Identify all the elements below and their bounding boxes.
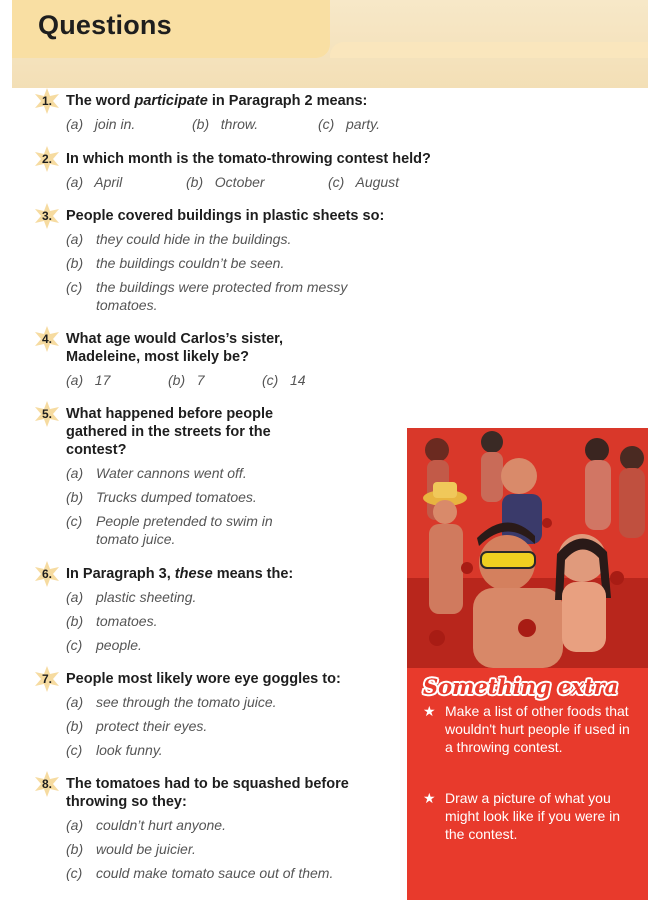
question-number: 3. [41,209,52,223]
question-text: The word participate in Paragraph 2 means: [66,93,368,109]
option-b[interactable]: (b) would be juicier. [66,841,196,857]
option-c[interactable]: (c) look funny. [66,742,163,758]
question-number: 2. [41,152,52,166]
question-text: In Paragraph 3, these means the: [66,566,294,582]
option-b[interactable]: (b) throw. [192,116,259,132]
question-text: What happened before people gathered in the streets for the contest? [66,406,274,458]
question-number: 7. [41,672,52,686]
something-extra-title: Something extra [423,674,619,699]
option-b[interactable]: (b) Trucks dumped tomatoes. [66,489,257,505]
something-extra-panel [407,428,648,900]
question-number-badge [34,771,60,797]
question-number: 1. [41,94,52,108]
question-number-badge [34,203,60,229]
question-number-badge [34,666,60,692]
question-2 [34,150,431,194]
option-a[interactable]: (a) plastic sheeting. [66,589,197,605]
star-bullet-icon: ★ [423,790,436,806]
question-number: 8. [41,777,52,791]
question-number-badge [34,561,60,587]
options-list [66,588,414,654]
tomato-festival-illustration [407,428,648,668]
options-list [66,464,414,548]
options-row [66,116,414,136]
options-list [66,816,414,882]
options-list [66,693,414,759]
question-number-badge [34,401,60,427]
question-text: In which month is the tomato-throwing contest held? [66,151,431,167]
option-c[interactable]: (c) the buildings were protected from messy tomatoes. [66,279,348,313]
question-number: 6. [41,567,52,581]
question-7 [34,670,414,765]
option-b[interactable]: (b) 7 [168,372,205,388]
page-title: Questions [38,10,172,40]
extra-item-2: ★ Draw a picture of what you might look like if you were in the contest. [423,790,621,842]
options-row [66,174,414,194]
option-b[interactable]: (b) October [186,174,265,190]
question-4 [34,330,414,392]
question-8 [34,775,414,888]
question-number: 4. [41,332,52,346]
question-6 [34,565,414,660]
option-b[interactable]: (b) the buildings couldn’t be seen. [66,255,285,271]
star-bullet-icon: ★ [423,703,436,719]
option-a[interactable]: (a) they could hide in the buildings. [66,231,292,247]
question-number: 5. [41,407,52,421]
question-5 [34,405,414,554]
question-1 [34,92,414,136]
option-c[interactable]: (c) could make tomato sauce out of them. [66,865,334,881]
header-glow [330,42,648,58]
question-text: People covered buildings in plastic sheets so: [66,208,385,224]
option-c[interactable]: (c) 14 [262,372,306,388]
question-number-badge [34,146,60,172]
options-list [66,230,414,314]
option-a[interactable]: (a) see through the tomato juice. [66,694,277,710]
option-a[interactable]: (a) join in. [66,116,136,132]
option-a[interactable]: (a) April [66,174,123,190]
question-number-badge [34,88,60,114]
option-a[interactable]: (a) Water cannons went off. [66,465,247,481]
option-c[interactable]: (c) people. [66,637,142,653]
question-number-badge [34,326,60,352]
option-c[interactable]: (c) People pretended to swim in tomato juice. [66,513,273,547]
question-text: The tomatoes had to be squashed before throwing so they: [66,776,349,810]
question-3 [34,207,414,320]
question-text: People most likely wore eye goggles to: [66,671,341,687]
option-c[interactable]: (c) August [328,174,400,190]
question-text: What age would Carlos’s sister, Madeleine, most likely be? [66,331,284,365]
option-b[interactable]: (b) protect their eyes. [66,718,208,734]
option-a[interactable]: (a) couldn’t hurt anyone. [66,817,226,833]
option-a[interactable]: (a) 17 [66,372,111,388]
extra-item-1: ★ Make a list of other foods that wouldn't hurt people if used in a throwing contest. [423,703,630,755]
options-row [66,372,414,392]
option-b[interactable]: (b) tomatoes. [66,613,158,629]
option-c[interactable]: (c) party. [318,116,380,132]
